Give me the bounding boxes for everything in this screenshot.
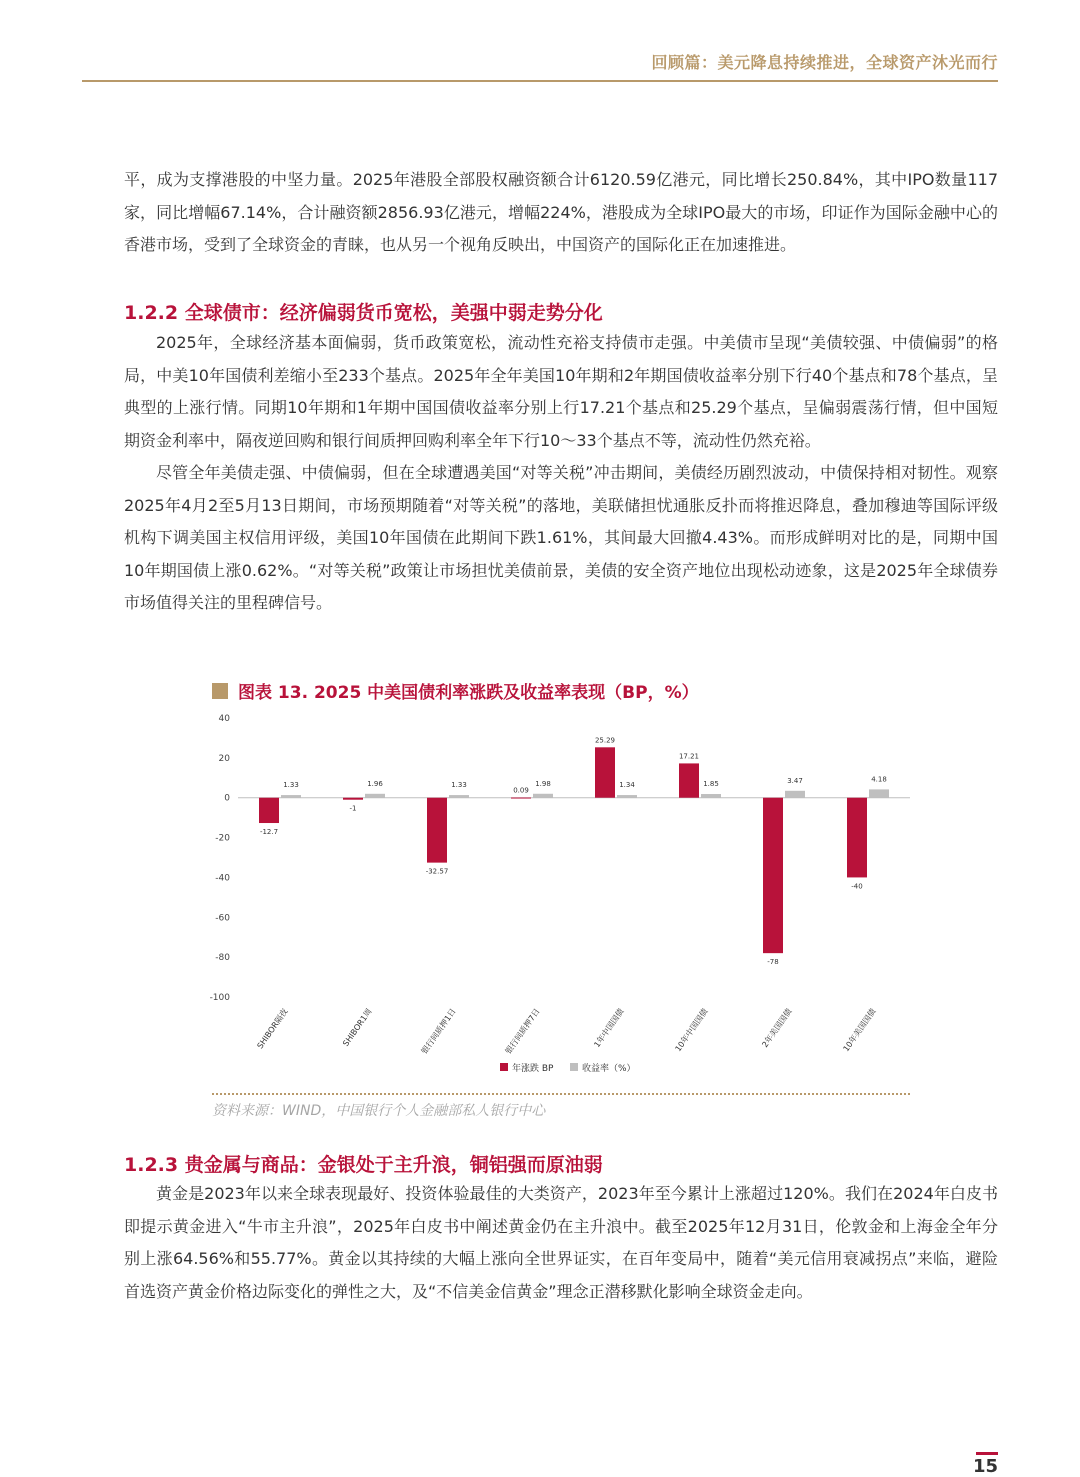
chart-title-marker bbox=[212, 683, 228, 699]
x-category-label: 银行间质押7日 bbox=[503, 1006, 542, 1056]
y-tick-label: -100 bbox=[209, 993, 230, 1003]
bar-yield-label: 1.98 bbox=[535, 779, 551, 788]
x-category-label: 银行间质押1日 bbox=[419, 1006, 458, 1056]
bar-yield bbox=[617, 795, 637, 798]
bar-yield bbox=[533, 794, 553, 798]
bar-bp-label: -1 bbox=[349, 804, 357, 813]
bar-yield-label: 1.85 bbox=[703, 780, 719, 789]
section-heading-bonds: 1.2.2 全球债市：经济偏弱货币宽松，美强中弱走势分化 bbox=[124, 302, 603, 324]
legend-swatch-yield bbox=[570, 1063, 578, 1071]
x-category-label: SHIBOR隔夜 bbox=[255, 1006, 290, 1051]
intro-block bbox=[124, 164, 998, 262]
bar-bp-change bbox=[763, 798, 783, 953]
y-tick-label: 40 bbox=[218, 714, 230, 724]
bar-yield bbox=[869, 789, 889, 797]
bar-yield bbox=[449, 795, 469, 798]
bar-yield bbox=[785, 791, 805, 798]
bar-bp-label: -40 bbox=[851, 882, 863, 891]
header-rule bbox=[82, 80, 998, 82]
bar-bp-label: -78 bbox=[767, 958, 779, 967]
section-heading-metals: 1.2.3 贵金属与商品：金银处于主升浪，铜铝强而原油弱 bbox=[124, 1154, 603, 1176]
bar-yield bbox=[281, 795, 301, 798]
bar-bp-label: 0.09 bbox=[513, 786, 529, 795]
bar-bp-change bbox=[259, 798, 279, 823]
bar-bp-change bbox=[595, 747, 615, 797]
intro-paragraph: 平，成为支撑港股的中坚力量。2025年港股全部股权融资额合计6120.59亿港元，同比增长250.84%，其中IPO数量117家，同比增幅67.14%，合计融资额2856.93亿港元，增幅224%，港股成为全球IPO最大的市场，印证作为国际金融中心的香港市场，受到了全球资金的青睐，也从另一个视角反映出，中国资产的国际化正在加速推进。 bbox=[124, 170, 998, 254]
bonds-paragraph-2: 尽管全年美债走强、中债偏弱，但在全球遭遇美国“对等关税”冲击期间，美债经历剧烈波动，中债保持相对韧性。观察2025年4月2至5月13日期间，市场预期随着“对等关税”的落地，美联储担忧通胀反扑而将推迟降息，叠加穆迪等国际评级机构下调美国主权信用评级，美国10年国债在此期间下跌1.61%，其间最大回撤4.43%。而形成鲜明对比的是，同期中国10年期国债上涨0.62%。“对等关税”政策让市场担忧美债前景，美债的安全资产地位出现松动迹象，这是2025年全球债券市场值得关注的里程碑信号。 bbox=[124, 463, 998, 612]
chart-source-divider bbox=[212, 1093, 910, 1095]
bar-bp-label: 17.21 bbox=[678, 752, 700, 761]
chart-title-row bbox=[212, 678, 699, 703]
page-number-rule bbox=[976, 1452, 998, 1455]
x-category-label: 2年美国国债 bbox=[760, 1006, 794, 1050]
bar-yield-label: 1.33 bbox=[451, 781, 467, 790]
x-category-label: 1年中国国债 bbox=[592, 1006, 626, 1050]
legend-swatch-bp bbox=[500, 1063, 508, 1071]
metals-paragraph: 黄金是2023年以来全球表现最好、投资体验最佳的大类资产，2023年至今累计上涨超过120%。我们在2024年白皮书即提示黄金进入“牛市主升浪”，2025年白皮书中阐述黄金仍在主升浪中。截至2025年12月31日，伦敦金和上海金全年分别上涨64.56%和55.77%。黄金以其持续的大幅上涨向全世界证实，在百年变局中，随着“美元信用衰减拐点”来临，避险首选资产黄金价格边际变化的弹性之大，及“不信美金信黄金”理念正潜移默化影响全球资金走向。 bbox=[124, 1184, 998, 1301]
bar-bp-label: -32.57 bbox=[425, 867, 449, 876]
bar-bp-change bbox=[343, 798, 363, 800]
x-category-label: 10年中国国债 bbox=[673, 1006, 710, 1054]
x-category-label: SHIBOR1周 bbox=[341, 1006, 374, 1048]
legend-label-bp: 年涨跌 BP bbox=[512, 1064, 554, 1074]
chart-title: 图表 13. 2025 中美国债利率涨跌及收益率表现（BP，%） bbox=[238, 683, 699, 703]
running-header-title: 回顾篇：美元降息持续推进，全球资产沐光而行 bbox=[651, 53, 998, 72]
bar-yield-label: 1.33 bbox=[283, 781, 299, 790]
bar-yield-label: 3.47 bbox=[787, 776, 803, 785]
y-tick-label: -80 bbox=[215, 953, 230, 964]
bar-yield bbox=[701, 794, 721, 798]
bonds-text-block bbox=[124, 327, 998, 620]
x-category-label: 10年美国国债 bbox=[841, 1006, 878, 1054]
y-tick-label: -40 bbox=[215, 873, 230, 884]
y-tick-label: -60 bbox=[215, 913, 230, 924]
bar-bp-change bbox=[511, 798, 531, 799]
page-number: 15 bbox=[972, 1456, 998, 1477]
bar-yield-label: 1.96 bbox=[367, 779, 383, 788]
bar-bp-change bbox=[679, 763, 699, 797]
y-tick-label: 0 bbox=[224, 793, 230, 804]
bonds-paragraph-1: 2025年，全球经济基本面偏弱，货币政策宽松，流动性充裕支持债市走强。中美债市呈现“美债较强、中债偏弱”的格局，中美10年国债利差缩小至233个基点。2025年全年美国10年期和2年期国债收益率分别下行40个基点和78个基点，呈典型的上涨行情。同期10年期和1年期中国国债收益率分别上行17.21个基点和25.29个基点，呈偏弱震荡行情，但中国短期资金利率中，隔夜逆回购和银行间质押回购利率全年下行10～33个基点不等，流动性仍然充裕。 bbox=[124, 333, 998, 450]
chart-source-note: 资料来源：WIND，中国银行个人金融部私人银行中心 bbox=[212, 1103, 546, 1119]
bond-yield-chart bbox=[200, 705, 920, 1090]
bar-yield-label: 1.34 bbox=[619, 781, 635, 790]
bar-yield-label: 4.18 bbox=[871, 775, 887, 784]
metals-text-block bbox=[124, 1178, 998, 1308]
bar-bp-change bbox=[847, 798, 867, 878]
bar-yield bbox=[365, 794, 385, 798]
legend-label-yield: 收益率（%） bbox=[582, 1064, 636, 1074]
y-tick-label: 20 bbox=[218, 753, 230, 764]
bar-bp-label: 25.29 bbox=[594, 736, 616, 745]
bar-bp-label: -12.7 bbox=[259, 828, 279, 837]
y-tick-label: -20 bbox=[215, 833, 230, 844]
bar-bp-change bbox=[427, 798, 447, 863]
